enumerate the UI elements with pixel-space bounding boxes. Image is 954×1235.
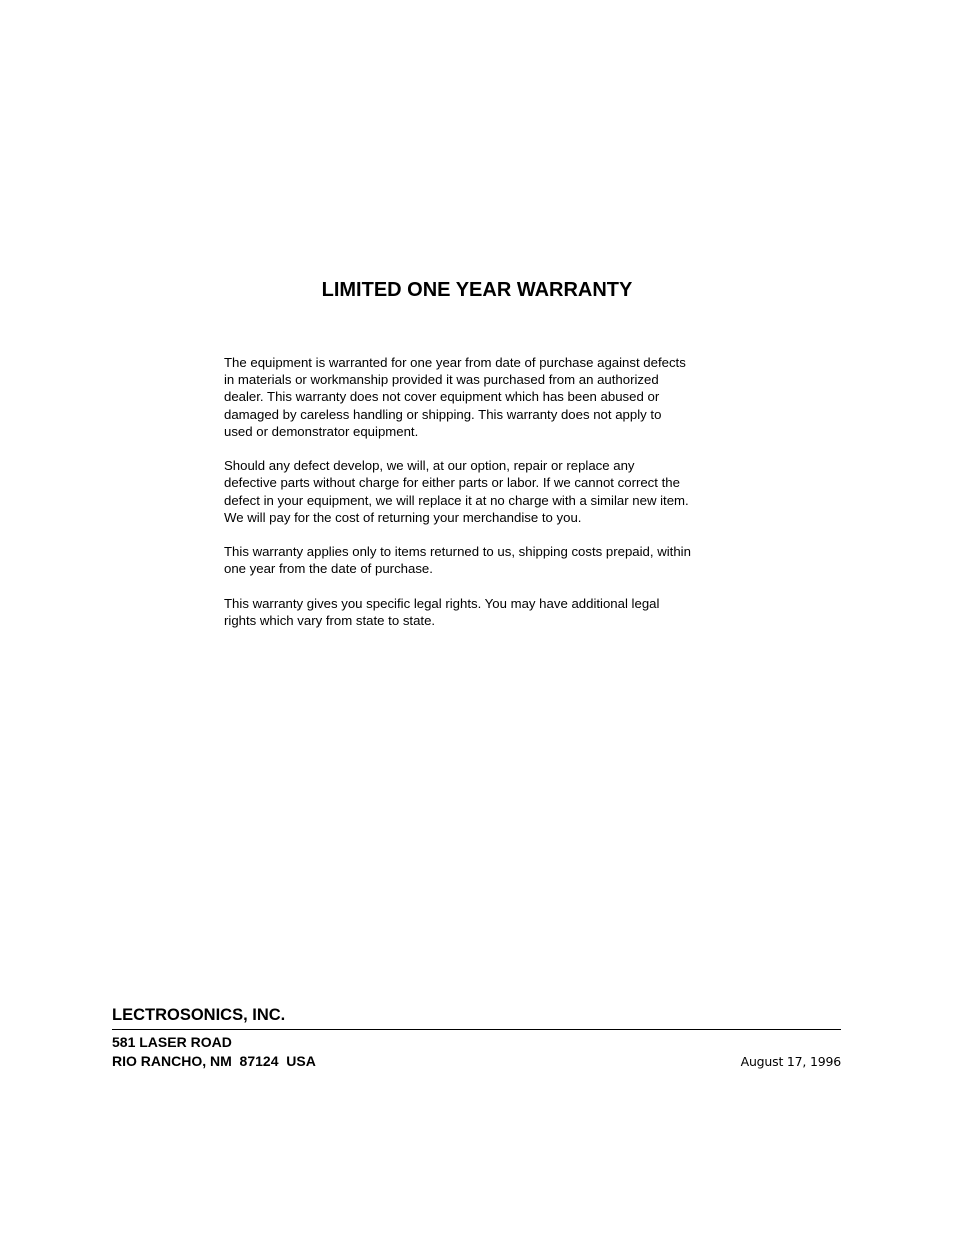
text-line: rights which vary from state to state.	[224, 613, 436, 628]
text-line: dealer. This warranty does not cover equipment which has been abused or	[224, 389, 660, 405]
text-line: in materials or workmanship provided it was purchased from an authorized	[224, 372, 659, 388]
text-line: used or demonstrator equipment.	[224, 423, 419, 439]
text-line: This warranty applies only to items returned to us, shipping costs prepaid, within	[224, 544, 691, 560]
text-line: defect in your equipment, we will replace it at no charge with a similar new item.	[224, 492, 689, 508]
footer-divider	[112, 1029, 841, 1030]
text-line: This warranty gives you specific legal rights. You may have additional legal	[224, 595, 660, 611]
page-title: LIMITED ONE YEAR WARRANTY	[321, 279, 633, 301]
warranty-body	[224, 354, 744, 646]
text-line: damaged by careless handling or shipping. This warranty does not apply to	[224, 406, 662, 422]
paragraph-repair-policy	[224, 457, 744, 526]
address-city: RIO RANCHO, NM 87124 USA	[112, 1053, 316, 1069]
paragraph-legal-rights	[224, 595, 744, 629]
document-date: August 17, 1996	[740, 1054, 841, 1069]
text-line: The equipment is warranted for one year from date of purchase against defects	[224, 355, 686, 370]
paragraph-returns	[224, 543, 744, 577]
text-line: defective parts without charge for either parts or labor. If we cannot correct the	[224, 475, 680, 491]
text-line: We will pay for the cost of returning your merchandise to you.	[224, 509, 582, 525]
address-street: 581 LASER ROAD	[112, 1034, 232, 1050]
paragraph-warranty-terms	[224, 354, 744, 440]
text-line: one year from the date of purchase.	[224, 561, 433, 577]
company-address	[112, 1033, 316, 1071]
text-line: Should any defect develop, we will, at our option, repair or replace any	[224, 458, 635, 474]
company-name: LECTROSONICS, INC.	[112, 1006, 286, 1024]
